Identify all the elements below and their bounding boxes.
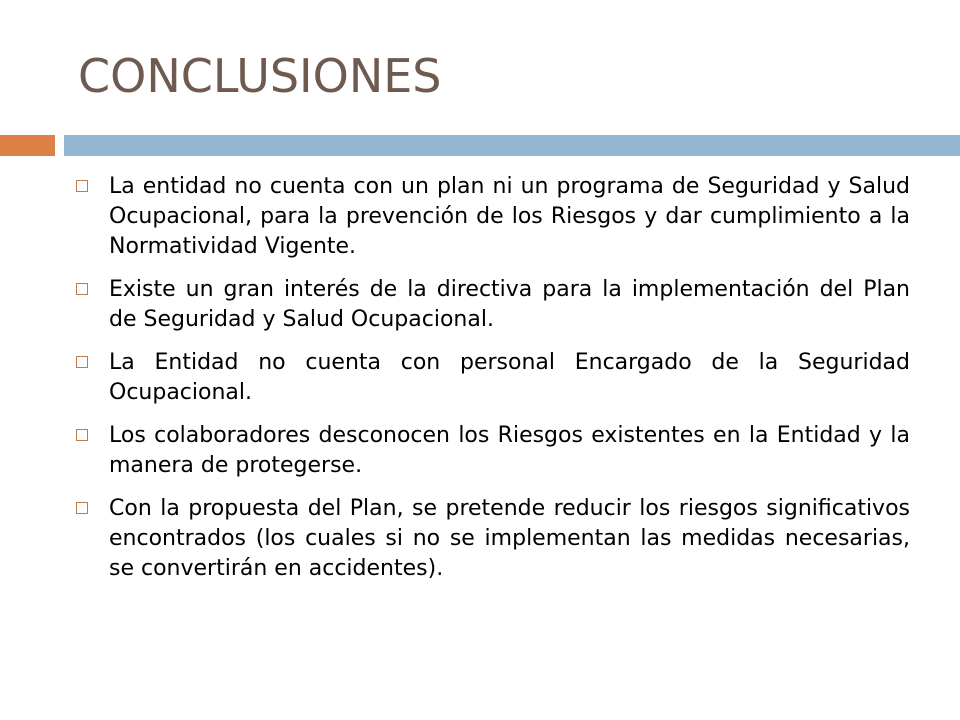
hollow-square-icon — [76, 283, 88, 295]
bullet-list — [76, 172, 910, 597]
bullet-text: Existe un gran interés de la directiva para la implementación del Plan de Seguridad y Salud Ocupacional. — [109, 277, 910, 332]
slide-title: CONCLUSIONES — [78, 49, 442, 103]
bullet-text: La entidad no cuenta con un plan ni un programa de Seguridad y Salud Ocupacional, para la prevención de los Riesgos y dar cumplimiento a la Normatividad Vigente. — [109, 174, 910, 259]
hollow-square-icon — [76, 356, 88, 368]
bullet-item — [76, 348, 910, 408]
hollow-square-icon — [76, 180, 88, 192]
title-accent-bar — [0, 135, 55, 156]
bullet-text: Con la propuesta del Plan, se pretende reducir los riesgos significativos encontrados (los cuales si no se implementan las medidas necesarias, se convertirán en accidentes). — [109, 496, 910, 581]
hollow-square-icon — [76, 429, 88, 441]
title-divider-bar — [64, 135, 960, 156]
bullet-text: La Entidad no cuenta con personal Encargado de la Seguridad Ocupacional. — [109, 350, 910, 405]
bullet-item — [76, 172, 910, 262]
bullet-text: Los colaboradores desconocen los Riesgos existentes en la Entidad y la manera de protegerse. — [109, 423, 910, 478]
bullet-item — [76, 275, 910, 335]
hollow-square-icon — [76, 502, 88, 514]
bullet-item — [76, 494, 910, 584]
bullet-item — [76, 421, 910, 481]
